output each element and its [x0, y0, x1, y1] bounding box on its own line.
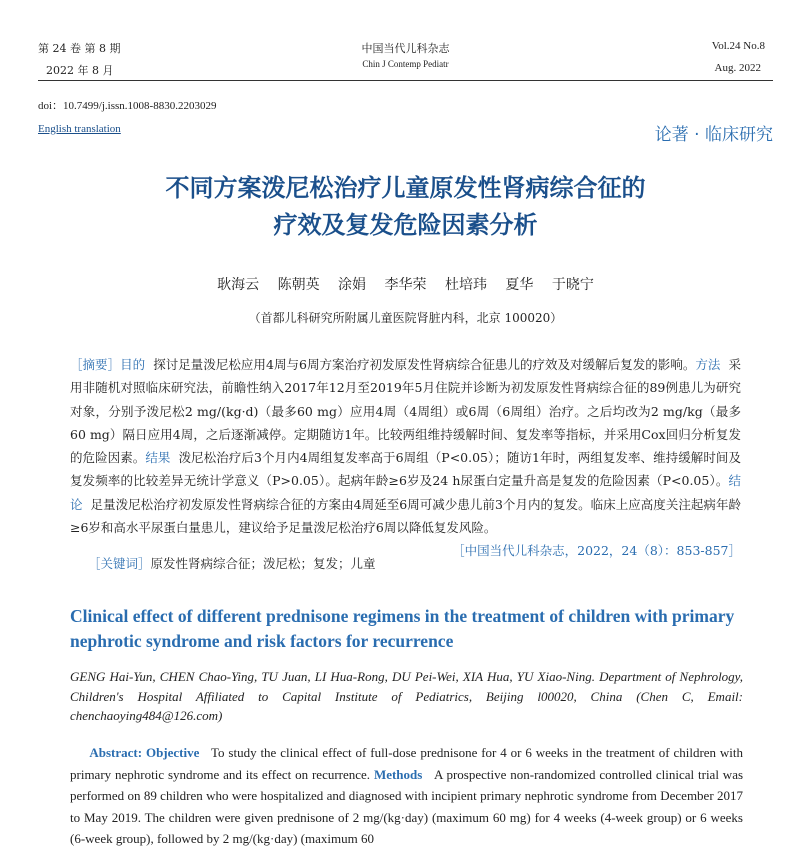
abstract-en-label: Abstract:	[89, 745, 143, 760]
header-volume-cn: 第 24 卷 第 8 期	[38, 42, 121, 55]
results-cn: 泼尼松治疗后3个月内4周组复发率高于6周组（P<0.05）；随访1年时，两组复发率、维持缓解时间及复发频率的比较差异无统计学意义（P>0.05）。起病年龄≥6岁及24 h尿蛋白定量升高是复发的危险因素（P<0.05）。	[70, 450, 741, 489]
header-date-en: Aug. 2022	[714, 62, 761, 74]
methods-en: A prospective non-randomized controlled clinical trial was performed on 89 children who were hospitalized and diagnosed with incipient primary nephrotic syndrome from December 2017 to May 2019. The children were given prednisone of 2 mg/(kg·day) (maximum 60 mg) for 4 weeks (4-week group) or 6 weeks (6-week group), followed by 2 mg/(kg·day) (maximum 60	[70, 766, 744, 846]
header-journal-en: Chin J Contemp Pediatr	[362, 59, 449, 69]
citation: ［中国当代儿科杂志，2022，24（8）：853-857］	[452, 543, 741, 559]
english-translation-link[interactable]: English translation	[38, 123, 121, 135]
objective-en: To study the clinical effect of full-dose prednisone for 4 or 6 weeks in the treatment of children with primary nephrotic syndrome and its effect on recurrence.	[70, 745, 744, 782]
results-cn-label: 结果	[145, 450, 171, 466]
methods-cn: 采用非随机对照临床研究法，前瞻性纳入2017年12月至2019年5月住院并诊断为初发原发性肾病综合征的89例患儿为研究对象，分别予泼尼松2 mg/(kg·d)（最多60 mg）应用4周（4周组）或6周（6周组）治疗。之后均改为2 mg/kg（最多60 mg）隔日应用4周，之后逐渐减停。定期随访1年。比较两组维持缓解时间、复发率等指标，并采用Cox回归分析复发的危险因素。	[70, 357, 741, 466]
methods-en-label: Methods	[373, 766, 423, 782]
keywords-cn-text: 原发性肾病综合征；泼尼松；复发；儿童	[150, 556, 376, 571]
title-en: Clinical effect of different prednisone regimens in the treatment of children with primary nephrotic syndrome and risk factors for recurrence	[70, 606, 735, 651]
keywords-cn-label: ［关键词］	[88, 556, 151, 571]
objective-en-label: Objective	[145, 745, 200, 760]
title-cn-line1: 不同方案泼尼松治疗儿童原发性肾病综合征的	[165, 173, 646, 202]
abstract-cn-label: ［摘要］	[70, 357, 121, 372]
objective-cn: 探讨足量泼尼松应用4周与6周方案治疗初发原发性肾病综合征患儿的疗效及对缓解后复发的影响。	[153, 357, 696, 372]
doi: doi：10.7499/j.issn.1008-8830.2203029	[38, 100, 217, 112]
header-rule	[38, 80, 773, 81]
conclusions-cn: 足量泼尼松治疗初发原发性肾病综合征的方案由4周延至6周可减少患儿前3个月内的复发。临床上应高度关注起病年龄≥6岁和高水平尿蛋白量患儿，建议给予足量泼尼松治疗6周以降低复发风险。	[70, 496, 741, 536]
keywords-cn	[88, 554, 376, 572]
header-volume-en: Vol.24 No.8	[711, 40, 765, 52]
header-date-cn: 2022 年 8 月	[46, 64, 114, 77]
authors-cn: 耿海云 陈朝英 涂娟 李华荣 杜培玮 夏华 于晓宁	[217, 277, 594, 293]
abstract-en	[70, 742, 743, 850]
conclusions-cn-label: 结论	[70, 473, 741, 512]
header-journal-cn: 中国当代儿科杂志	[361, 42, 450, 55]
title-cn-line2: 疗效及复发危险因素分析	[273, 210, 538, 239]
objective-cn-label: 目的	[120, 357, 146, 372]
methods-cn-label: 方法	[695, 357, 721, 372]
authors-en: GENG Hai-Yun, CHEN Chao-Ying, TU Juan, LI Hua-Rong, DU Pei-Wei, XIA Hua, YU Xiao-Ning. Department of Nephrology, Children's Hospital Affiliated to Capital Institute of Pediatrics, Beijing l00020, China (Chen C, Email: chenchaoying484@126.com)	[70, 669, 743, 723]
affiliation-cn: （首都儿科研究所附属儿童医院肾脏内科，北京 100020）	[248, 311, 563, 325]
abstract-cn	[70, 353, 741, 563]
section-label: 论著 · 临床研究	[654, 125, 773, 145]
